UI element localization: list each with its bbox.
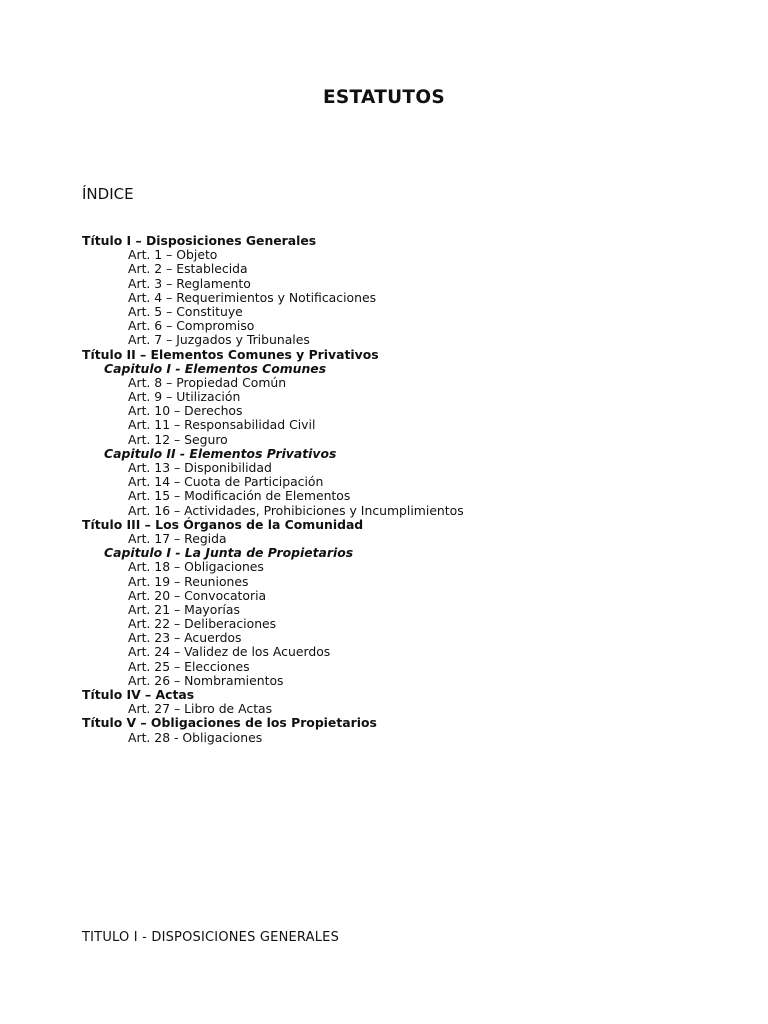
toc-art-entry: Art. 2 – Establecida — [128, 261, 248, 277]
toc-art-entry: Art. 18 – Obligaciones — [128, 559, 264, 575]
toc-capitulo-entry: Capitulo I - La Junta de Propietarios — [104, 545, 354, 561]
toc-titulo-entry: Título II – Elementos Comunes y Privativos — [82, 346, 379, 362]
section-heading: TITULO I - DISPOSICIONES GENERALES — [82, 930, 340, 945]
index-heading: ÍNDICE — [82, 185, 134, 203]
toc-art-entry: Art. 1 – Objeto — [128, 247, 218, 263]
toc-art-entry: Art. 8 – Propiedad Común — [128, 374, 287, 390]
toc-capitulo-entry: Capitulo I - Elementos Comunes — [104, 360, 327, 376]
toc-art-entry: Art. 6 – Compromiso — [128, 318, 255, 334]
table-of-contents — [82, 234, 722, 745]
toc-art-entry: Art. 16 – Actividades, Prohibiciones y Incumplimientos — [128, 502, 464, 518]
toc-art-entry: Art. 25 – Elecciones — [128, 658, 250, 674]
toc-art-entry: Art. 15 – Modificación de Elementos — [128, 488, 351, 504]
toc-titulo-entry: Título V – Obligaciones de los Propietarios — [82, 715, 377, 731]
toc-capitulo-entry: Capitulo II - Elementos Privativos — [104, 445, 337, 461]
toc-art-entry: Art. 24 – Validez de los Acuerdos — [128, 644, 331, 660]
toc-art-entry: Art. 22 – Deliberaciones — [128, 616, 277, 632]
toc-art-entry: Art. 12 – Seguro — [128, 431, 228, 447]
toc-art-entry: Art. 17 – Regida — [128, 530, 227, 546]
toc-art-entry: Art. 13 – Disponibilidad — [128, 460, 272, 475]
toc-art-entry: Art. 23 – Acuerdos — [128, 630, 242, 646]
toc-art-entry: Art. 7 – Juzgados y Tribunales — [128, 332, 310, 348]
toc-art-entry: Art. 5 – Constituye — [128, 303, 243, 319]
document-title: ESTATUTOS — [322, 87, 446, 108]
toc-titulo-entry: Título IV – Actas — [82, 687, 195, 702]
toc-art-entry: Art. 19 – Reuniones — [128, 573, 249, 589]
toc-art-entry: Art. 14 – Cuota de Participación — [128, 474, 324, 490]
toc-art-entry: Art. 20 – Convocatoria — [128, 587, 267, 603]
toc-art-entry: Art. 21 – Mayorías — [128, 601, 240, 617]
toc-art-entry: Art. 28 - Obligaciones — [128, 729, 263, 745]
toc-art-entry: Art. 10 – Derechos — [128, 403, 243, 419]
toc-titulo-entry: Título III – Los Órganos de la Comunidad — [82, 516, 364, 532]
toc-titulo-entry: Título I – Disposiciones Generales — [82, 233, 317, 248]
toc-art-entry: Art. 3 – Reglamento — [128, 275, 251, 291]
toc-art-entry: Art. 11 – Responsabilidad Civil — [128, 417, 316, 433]
toc-art-entry: Art. 9 – Utilización — [128, 389, 241, 405]
toc-art-entry: Art. 4 – Requerimientos y Notificaciones — [128, 289, 377, 305]
toc-art-entry: Art. 26 – Nombramientos — [128, 672, 284, 688]
toc-art-entry: Art. 27 – Libro de Actas — [128, 701, 273, 717]
